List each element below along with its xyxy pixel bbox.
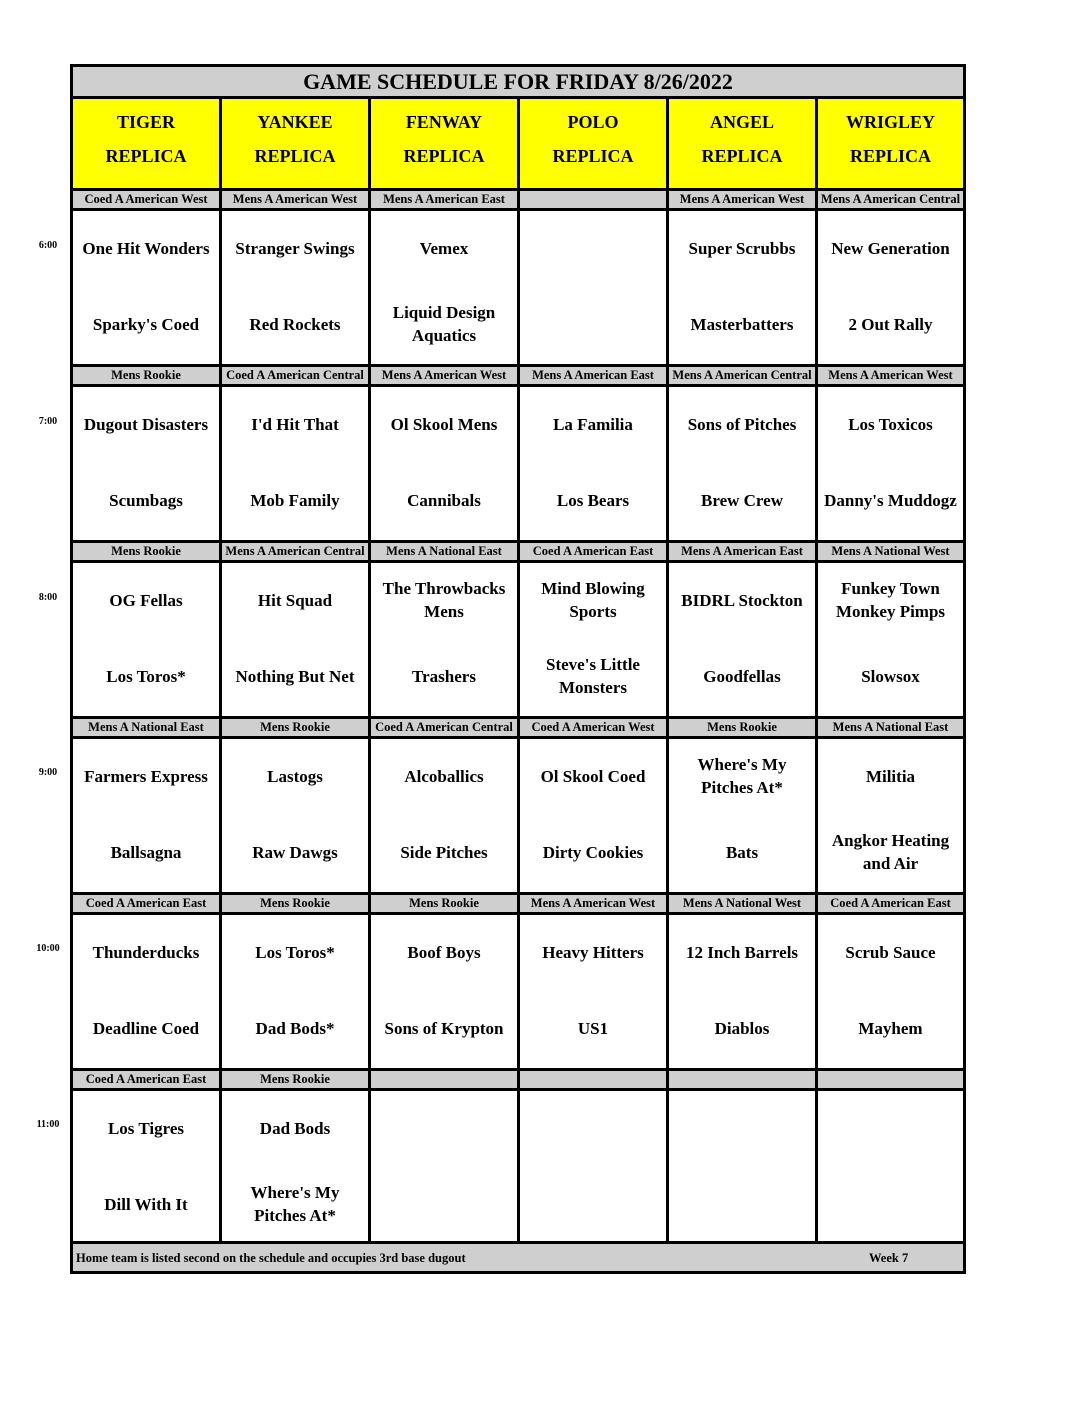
division-label: Mens A American East xyxy=(371,191,520,208)
game-row xyxy=(73,387,963,540)
game-cell xyxy=(818,1091,963,1244)
game-cell xyxy=(222,915,371,1068)
schedule-footer xyxy=(73,1241,963,1271)
time-slot xyxy=(73,892,963,1068)
field-name: ANGEL xyxy=(709,112,774,132)
division-label: Mens A National East xyxy=(832,720,949,734)
home-team: Trashers xyxy=(412,666,476,686)
division-label: Mens A American Central xyxy=(222,543,371,560)
game-cell xyxy=(73,739,222,892)
away-team: La Familia xyxy=(553,414,633,434)
division-label: Mens Rookie xyxy=(371,895,520,912)
away-team: Sons of Pitches xyxy=(687,414,797,434)
game-cell xyxy=(371,739,520,892)
home-team: Angkor Heating and Air xyxy=(831,831,950,873)
away-team xyxy=(671,1096,813,1160)
time-label: 10:00 xyxy=(36,943,60,954)
game-cell xyxy=(73,387,222,540)
home-team: Mayhem xyxy=(858,1018,923,1038)
division-label: Mens A National West xyxy=(669,895,818,912)
home-team: US1 xyxy=(577,1018,609,1038)
game-cell xyxy=(222,1091,371,1244)
time-slot xyxy=(73,188,963,364)
away-team xyxy=(373,1096,515,1160)
home-team: Los Bears xyxy=(556,490,630,510)
division-label xyxy=(818,1071,963,1088)
division-label: Coed A American East xyxy=(73,1071,222,1088)
game-cell xyxy=(520,211,669,364)
field-name: TIGER xyxy=(116,112,176,132)
field-header-yankee xyxy=(222,99,371,188)
field-type: REPLICA xyxy=(849,146,931,166)
home-team: Ballsagna xyxy=(110,842,182,862)
time-slot xyxy=(73,1068,963,1244)
away-team: One Hit Wonders xyxy=(82,238,210,258)
field-type: REPLICA xyxy=(403,146,485,166)
home-team: 2 Out Rally xyxy=(848,314,933,334)
field-header-tiger xyxy=(73,99,222,188)
away-team: Ol Skool Mens xyxy=(390,414,498,434)
away-team: Alcoballics xyxy=(404,766,484,786)
away-team: The Throwbacks Mens xyxy=(382,579,506,621)
home-team: Dad Bods* xyxy=(255,1018,335,1038)
division-label: Coed A American East xyxy=(520,543,669,560)
field-header-row xyxy=(73,99,963,188)
away-team xyxy=(522,216,664,280)
field-type: REPLICA xyxy=(105,146,187,166)
away-team: Boof Boys xyxy=(407,942,481,962)
game-cell xyxy=(73,1091,222,1244)
division-label: Mens Rookie xyxy=(222,719,371,736)
home-team xyxy=(671,1172,813,1236)
home-team: Goodfellas xyxy=(703,666,781,686)
game-cell xyxy=(818,739,963,892)
week-label: Week 7 xyxy=(869,1251,909,1265)
game-cell xyxy=(669,1091,818,1244)
home-team: Masterbatters xyxy=(690,314,794,334)
home-team: Side Pitches xyxy=(400,842,488,862)
game-cell xyxy=(222,563,371,716)
division-label: Mens A American East xyxy=(520,367,669,384)
home-team: Mob Family xyxy=(250,490,340,510)
away-team: Scrub Sauce xyxy=(845,942,936,962)
away-team: Dugout Disasters xyxy=(83,414,209,434)
game-cell xyxy=(371,387,520,540)
away-team: Mind Blowing Sports xyxy=(541,579,645,621)
game-cell xyxy=(371,1091,520,1244)
away-team: Los Toros* xyxy=(255,942,335,962)
away-team: Heavy Hitters xyxy=(542,942,644,962)
division-row xyxy=(73,892,963,915)
home-team: Nothing But Net xyxy=(235,666,355,686)
game-cell xyxy=(520,387,669,540)
game-cell xyxy=(818,211,963,364)
away-team: 12 Inch Barrels xyxy=(685,942,799,962)
game-cell xyxy=(73,915,222,1068)
time-slot xyxy=(73,540,963,716)
division-label xyxy=(669,1071,818,1088)
schedule-table xyxy=(70,64,966,1274)
field-header-fenway xyxy=(371,99,520,188)
field-name: YANKEE xyxy=(257,112,333,132)
away-team: Stranger Swings xyxy=(235,238,355,258)
home-team: Deadline Coed xyxy=(92,1018,200,1038)
home-team: Cannibals xyxy=(407,490,481,510)
game-cell xyxy=(222,387,371,540)
division-row xyxy=(73,188,963,211)
away-team: New Generation xyxy=(831,238,950,258)
away-team: BIDRL Stockton xyxy=(681,590,803,610)
home-team: Sons of Krypton xyxy=(384,1018,504,1038)
division-label: Mens A American Central xyxy=(669,367,818,384)
game-cell xyxy=(669,739,818,892)
home-team: Slowsox xyxy=(861,666,920,686)
game-cell xyxy=(520,1091,669,1244)
division-label: Coed A American Central xyxy=(222,367,371,384)
time-label: 9:00 xyxy=(38,767,58,778)
home-team: Liquid Design Aquatics xyxy=(392,303,496,345)
home-team xyxy=(522,1172,664,1236)
field-name: FENWAY xyxy=(405,112,483,132)
away-team xyxy=(522,1096,664,1160)
home-team: Raw Dawgs xyxy=(252,842,338,862)
game-cell xyxy=(669,211,818,364)
game-cell xyxy=(371,563,520,716)
away-team: Farmers Express xyxy=(84,766,208,786)
footer-note: Home team is listed second on the schedule and occupies 3rd base dugout xyxy=(76,1251,466,1265)
away-team: Funkey Town Monkey Pimps xyxy=(835,579,946,621)
field-name: POLO xyxy=(567,112,619,132)
game-row xyxy=(73,915,963,1068)
game-cell xyxy=(520,739,669,892)
home-team: Dirty Cookies xyxy=(542,842,644,862)
time-slot xyxy=(73,716,963,892)
game-cell xyxy=(818,387,963,540)
home-team: Diablos xyxy=(714,1018,770,1038)
division-label: Mens A National West xyxy=(831,544,950,558)
division-label: Coed A American West xyxy=(520,719,669,736)
game-cell xyxy=(222,739,371,892)
division-row xyxy=(73,540,963,563)
away-team: I'd Hit That xyxy=(251,414,339,434)
away-team: Thunderducks xyxy=(92,942,200,962)
game-row xyxy=(73,563,963,716)
time-label: 6:00 xyxy=(38,240,58,251)
home-team: Red Rockets xyxy=(249,314,341,334)
away-team: Ol Skool Coed xyxy=(540,766,646,786)
game-cell xyxy=(222,211,371,364)
division-label xyxy=(371,1071,520,1088)
home-team: Bats xyxy=(725,842,759,862)
division-label: Coed A American East xyxy=(830,896,951,910)
away-team: Hit Squad xyxy=(257,590,333,610)
game-cell xyxy=(669,915,818,1068)
division-label: Mens A American West xyxy=(520,895,669,912)
division-label: Mens A American West xyxy=(371,367,520,384)
game-cell xyxy=(818,563,963,716)
time-label: 7:00 xyxy=(38,416,58,427)
division-row xyxy=(73,364,963,387)
field-header-wrigley xyxy=(818,99,963,188)
division-label: Mens A National East xyxy=(73,719,222,736)
division-row xyxy=(73,716,963,739)
away-team: OG Fellas xyxy=(109,590,183,610)
division-label: Mens Rookie xyxy=(222,1071,371,1088)
game-cell xyxy=(371,915,520,1068)
field-header-polo xyxy=(520,99,669,188)
away-team: Militia xyxy=(865,766,916,786)
home-team: Sparky's Coed xyxy=(92,314,200,334)
game-cell xyxy=(818,915,963,1068)
home-team xyxy=(820,1172,961,1236)
game-row xyxy=(73,739,963,892)
time-slot xyxy=(73,364,963,540)
field-type: REPLICA xyxy=(552,146,634,166)
time-label: 11:00 xyxy=(36,1119,60,1130)
division-label xyxy=(520,191,669,208)
away-team: Vemex xyxy=(419,238,469,258)
home-team: Los Toros* xyxy=(106,666,186,686)
away-team xyxy=(820,1096,961,1160)
schedule-title: GAME SCHEDULE FOR FRIDAY 8/26/2022 xyxy=(73,67,963,99)
time-label: 8:00 xyxy=(38,592,58,603)
division-label: Mens Rookie xyxy=(73,367,222,384)
division-label: Coed A American East xyxy=(73,895,222,912)
away-team: Los Toxicos xyxy=(848,414,933,434)
field-name: WRIGLEY xyxy=(845,112,935,132)
division-label: Mens A American West xyxy=(669,191,818,208)
division-label: Mens A American Central xyxy=(820,192,961,206)
home-team xyxy=(522,292,664,356)
division-label: Coed A American Central xyxy=(371,719,520,736)
division-label xyxy=(520,1071,669,1088)
game-cell xyxy=(669,563,818,716)
game-cell xyxy=(520,915,669,1068)
home-team: Steve's Little Monsters xyxy=(546,655,640,697)
field-header-angel xyxy=(669,99,818,188)
division-row xyxy=(73,1068,963,1091)
away-team: Super Scrubbs xyxy=(688,238,796,258)
division-label: Mens Rookie xyxy=(222,895,371,912)
division-label: Mens A American East xyxy=(669,543,818,560)
division-label: Coed A American West xyxy=(73,191,222,208)
game-cell xyxy=(669,387,818,540)
division-label: Mens A American West xyxy=(222,191,371,208)
game-row xyxy=(73,211,963,364)
away-team: Los Tigres xyxy=(107,1118,185,1138)
division-label: Mens A American West xyxy=(828,368,953,382)
field-type: REPLICA xyxy=(254,146,336,166)
away-team: Where's My Pitches At* xyxy=(697,755,787,797)
game-row xyxy=(73,1091,963,1244)
division-label: Mens Rookie xyxy=(669,719,818,736)
game-cell xyxy=(73,211,222,364)
game-cell xyxy=(73,563,222,716)
home-team: Danny's Muddogz xyxy=(824,490,957,510)
division-label: Mens A National East xyxy=(371,543,520,560)
home-team: Where's My Pitches At* xyxy=(250,1183,340,1225)
game-cell xyxy=(371,211,520,364)
away-team: Lastogs xyxy=(267,766,323,786)
field-type: REPLICA xyxy=(701,146,783,166)
home-team: Brew Crew xyxy=(701,490,783,510)
away-team: Dad Bods xyxy=(259,1118,331,1138)
game-cell xyxy=(520,563,669,716)
division-label: Mens Rookie xyxy=(73,543,222,560)
home-team: Dill With It xyxy=(104,1194,188,1214)
home-team xyxy=(373,1172,515,1236)
home-team: Scumbags xyxy=(109,490,183,510)
